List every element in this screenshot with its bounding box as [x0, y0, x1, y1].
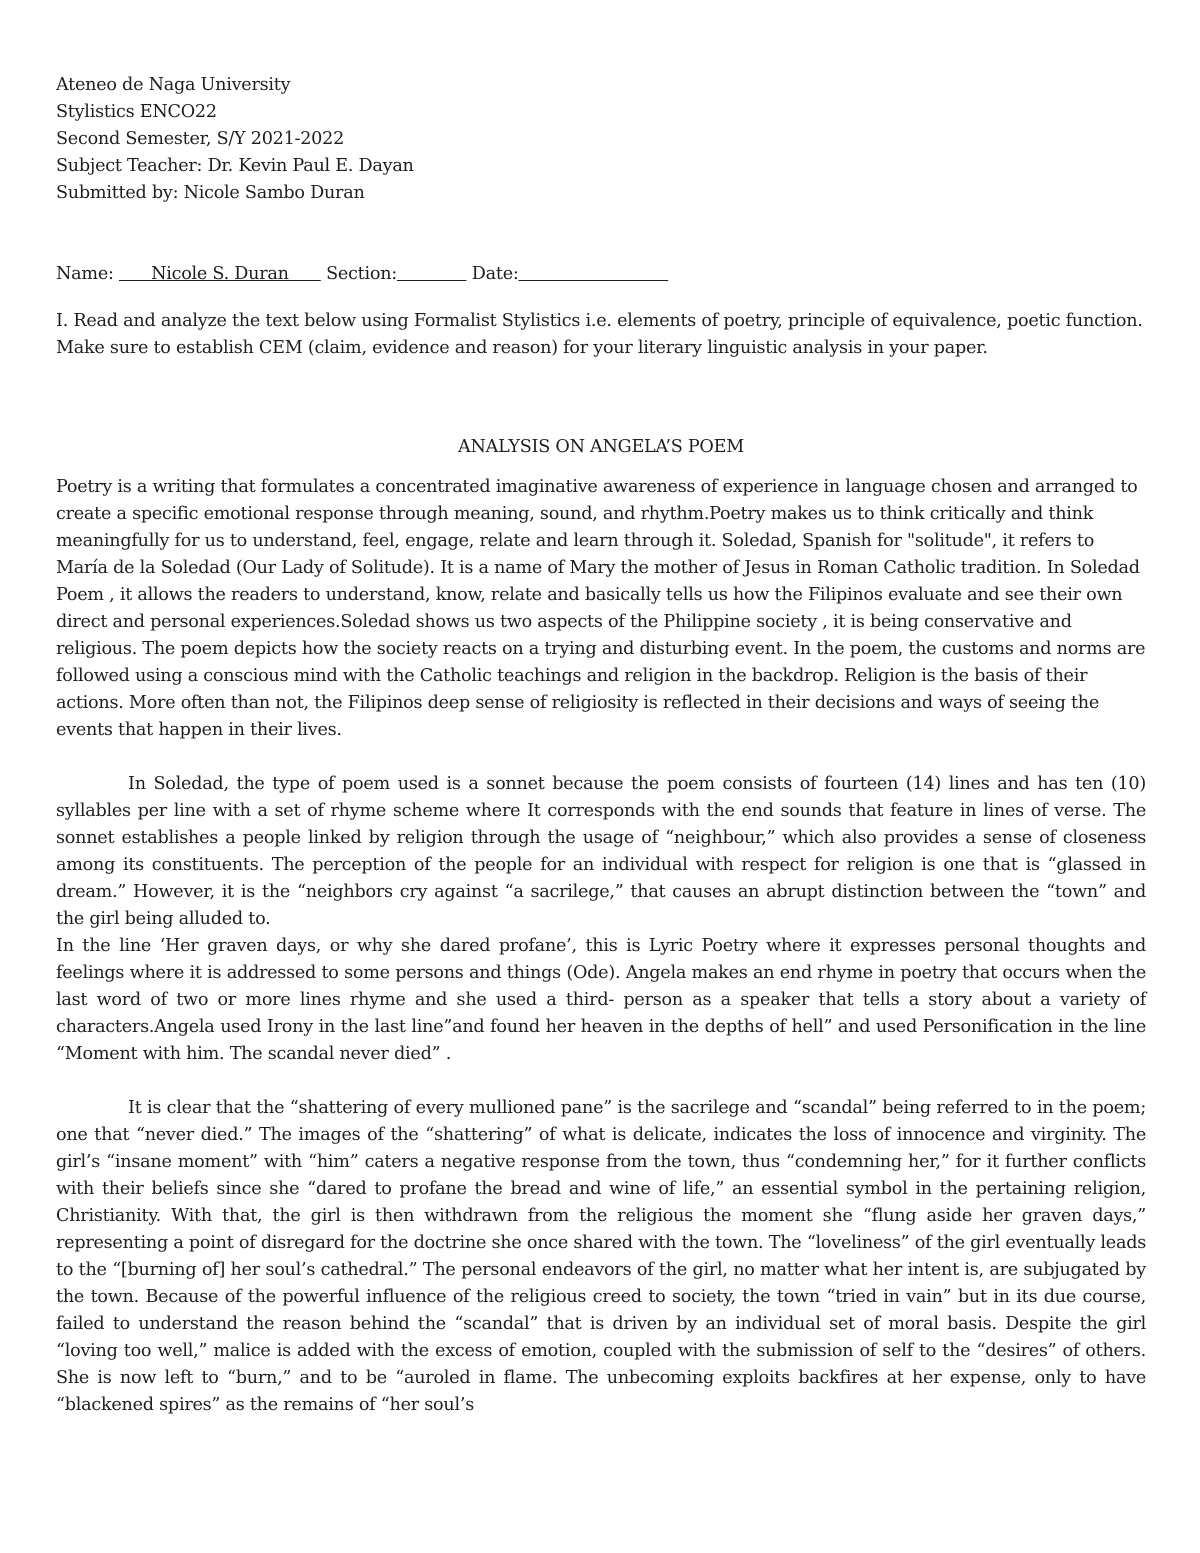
- section-field: [397, 264, 466, 284]
- semester-line: Second Semester, S/Y 2021-2022: [56, 129, 345, 149]
- name-field: Nicole S. Duran: [119, 264, 321, 284]
- date-label: Date:: [471, 264, 519, 284]
- submitted-by-line: Submitted by: Nicole Sambo Duran: [56, 183, 365, 203]
- instruction-text: I. Read and analyze the text below using Formalist Stylistics i.e. elements of poetry, principle of equivalence, poetic function. Make sure to establish CEM (claim, evidence and reason) for your literary linguistic analysis in your paper.: [56, 311, 1143, 358]
- paragraph-analysis: It is clear that the “shattering of every mullioned pane” is the sacrilege and “scandal” being referred to in the poem; one that “never died.” The images of the “shattering” of what is delicate, indicates the loss of innocence and virginity. The girl’s “insane moment” with “him” caters a negative response from the town, thus “condemning her,” for it further conflicts with their beliefs since she “dared to profane the bread and wine of life,” an essential symbol in the pertaining religion, Christianity. With that, the girl is then withdrawn from the religious the moment she “flung aside her graven days,” representing a point of disregard for the doctrine she once shared with the town. The “loveliness” of the girl eventually leads to the “[burning of] her soul’s cathedral.” The personal endeavors of the girl, no matter what her intent is, are subjugated by the town. Because of the powerful influence of the religious creed to society, the town “tried in vain” but in its due course, failed to understand the reason behind the “scandal” that is driven by an individual set of moral basis. Despite the girl “loving too well,” malice is added with the excess of emotion, coupled with the submission of self to the “desires” of others. She is now left to “burn,” and to be “auroled in flame. The unbecoming exploits backfires at her expense, only to have “blackened spires” as the remains of “her soul’s: [56, 1098, 1146, 1415]
- student-info-fields: [56, 261, 1146, 288]
- document-page: [56, 72, 1146, 1419]
- section-label: Section:: [326, 264, 397, 284]
- name-label: Name:: [56, 264, 114, 284]
- course-line: Stylistics ENCO22: [56, 102, 217, 122]
- paragraph-sonnet: In Soledad, the type of poem used is a sonnet because the poem consists of fourteen (14) lines and has ten (10) syllables per line with a set of rhyme scheme where It corresponds with the end sounds that feature in lines of verse. The sonnet establishes a people linked by religion through the usage of “neighbour,” which also provides a sense of closeness among its constituents. The perception of the people for an individual with respect for religion is one that is “glassed in dream.” However, it is the “neighbors cry against “a sacrilege,” that causes an abrupt distinction between the “town” and the girl being alluded to.: [56, 774, 1146, 929]
- paragraph-intro: Poetry is a writing that formulates a concentrated imaginative awareness of experience in language chosen and arranged to create a specific emotional response through meaning, sound, and rhythm.Poetry makes us to think critically and think meaningfully for us to understand, feel, engage, relate and learn through it. Soledad, Spanish for "solitude", it refers to María de la Soledad (Our Lady of Solitude). It is a name of Mary the mother of Jesus in Roman Catholic tradition. In Soledad Poem , it allows the readers to understand, know, relate and basically tells us how the Filipinos evaluate and see their own direct and personal experiences.Soledad shows us two aspects of the Philippine society , it is being conservative and religious. The poem depicts how the society reacts on a trying and disturbing event. In the poem, the customs and norms are followed using a conscious mind with the Catholic teachings and religion in the backdrop. Religion is the basis of their actions. More often than not, the Filipinos deep sense of religiosity is reflected in their decisions and ways of seeing the events that happen in their lives.: [56, 477, 1146, 740]
- paragraph-lyric: In the line ‘Her graven days, or why she dared profane’, this is Lyric Poetry where it expresses personal thoughts and feelings where it is addressed to some persons and things (Ode). Angela makes an end rhyme in poetry that occurs when the last word of two or more lines rhyme and she used a third- person as a speaker that tells a story about a variety of characters.Angela used Irony in the last line”and found her heaven in the depths of hell” and used Personification in the line “Moment with him. The scandal never died” .: [56, 936, 1146, 1064]
- essay-title: ANALYSIS ON ANGELA’S POEM: [458, 437, 744, 457]
- date-field: [519, 264, 669, 284]
- teacher-line: Subject Teacher: Dr. Kevin Paul E. Dayan: [56, 156, 414, 176]
- institution-line: Ateneo de Naga University: [56, 75, 291, 95]
